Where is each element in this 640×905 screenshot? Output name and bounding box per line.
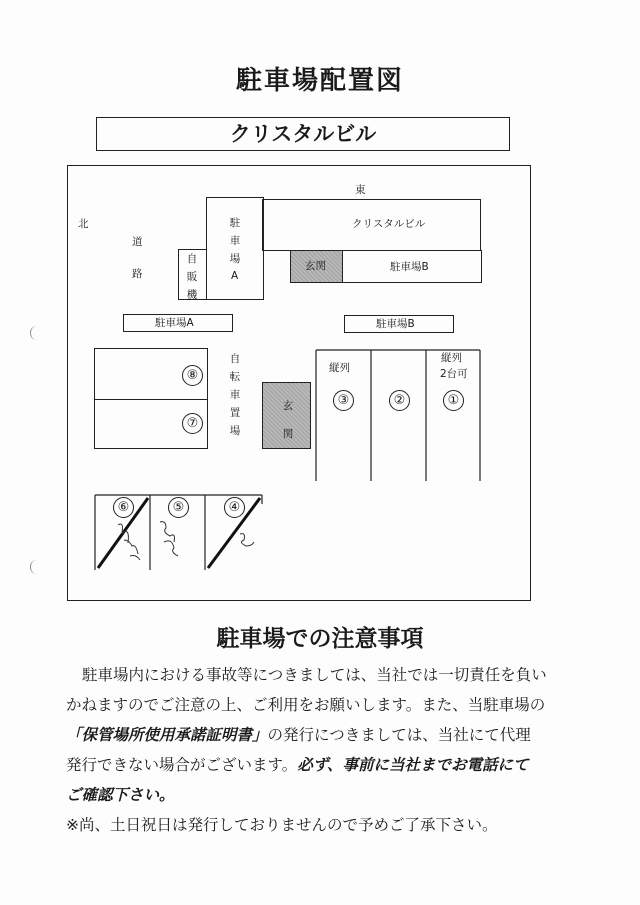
notice-line-6: ※尚、土日祝日は発行しておりませんので予めご了承下さい。 bbox=[66, 816, 498, 834]
notice-title: 駐車場での注意事項 bbox=[216, 626, 424, 652]
notice-line-4-plain: 発行できない場合がございます。 bbox=[66, 756, 298, 774]
punch-hole-mark bbox=[30, 326, 43, 340]
space-number-3: ③ bbox=[333, 390, 354, 411]
lot-a-vertical-label: 駐車場 bbox=[229, 217, 241, 265]
space-number-6: ⑥ bbox=[113, 497, 134, 518]
notice-line-3-rest: の発行につきましては、当社にて代理 bbox=[267, 726, 531, 744]
permit-certificate-name: 「保管場所使用承諾証明書」 bbox=[66, 726, 268, 744]
road-label-2: 路 bbox=[132, 268, 143, 280]
north-label: 北 bbox=[78, 218, 89, 230]
crystal-building-label: クリスタルビル bbox=[352, 218, 426, 230]
space-1-note-2: 2台可 bbox=[440, 368, 468, 380]
space-number-2: ② bbox=[389, 390, 410, 411]
space-3-note: 縦列 bbox=[329, 362, 350, 374]
punch-hole-mark bbox=[30, 560, 43, 574]
entrance-upper-label: 玄関 bbox=[305, 260, 326, 272]
notice-line-5-emphasis: ご確認下さい。 bbox=[66, 786, 175, 804]
east-label: 東 bbox=[355, 184, 366, 196]
notice-line-2: かねますのでご注意の上、ご利用をお願いします。また、当駐車場の bbox=[66, 696, 546, 714]
notice-line-4-emphasis: 必ず、事前に当社までお電話にて bbox=[297, 756, 529, 774]
building-name: クリスタルビル bbox=[229, 122, 377, 146]
notice-line-4 bbox=[66, 750, 586, 780]
vending-machine-label: 自販機 bbox=[186, 253, 198, 301]
space-number-4: ④ bbox=[224, 497, 245, 518]
space-number-1: ① bbox=[443, 390, 464, 411]
lot-a-letter: A bbox=[231, 270, 239, 282]
space-1-note-1: 縦列 bbox=[441, 352, 462, 364]
lot-b-label: 駐車場B bbox=[376, 318, 415, 330]
lot-b-upper-label: 駐車場B bbox=[390, 261, 429, 273]
bicycle-parking-label: 自転車置場 bbox=[229, 353, 241, 437]
entrance-lower-label: 玄関 bbox=[282, 400, 294, 440]
space-number-7: ⑦ bbox=[182, 413, 203, 434]
space-number-5: ⑤ bbox=[168, 497, 189, 518]
page-title: 駐車場配置図 bbox=[235, 66, 404, 96]
road-label-1: 道 bbox=[132, 236, 143, 248]
space-number-8: ⑧ bbox=[182, 365, 203, 386]
notice-line-1: 駐車場内における事故等につきましては、当社では一切責任を負い bbox=[82, 666, 547, 684]
notice-line-5 bbox=[66, 780, 586, 810]
lot-a-label: 駐車場A bbox=[155, 317, 194, 329]
notice-line-3 bbox=[66, 720, 586, 750]
